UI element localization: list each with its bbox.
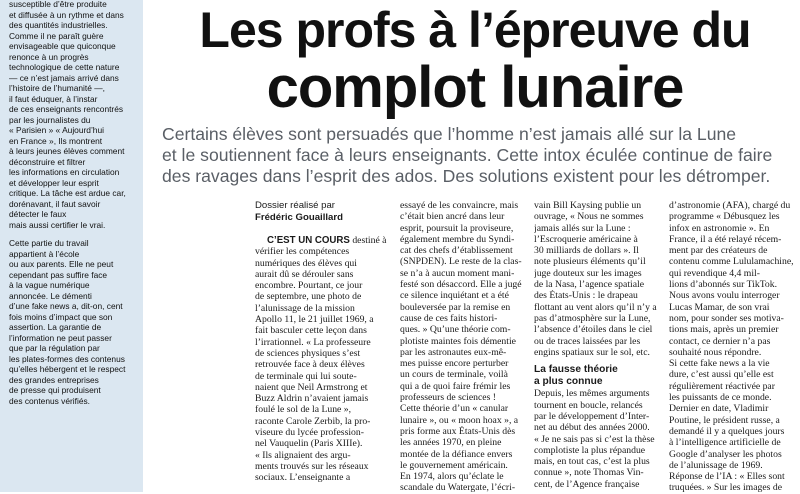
sidebar-line: dorénavant, il faut savoir: [9, 198, 101, 209]
text-line: sociaux. L’enseignante a: [255, 472, 351, 484]
text-line: aurait dû se dérouler sans: [255, 268, 354, 280]
sidebar-line: par les journalistes du: [9, 114, 91, 125]
text-line: net au début des années 2000.: [534, 422, 650, 434]
sidebar-line: à leurs jeunes élèves comment: [9, 146, 125, 156]
article-column-2: [400, 200, 528, 494]
text-line: nom, pour sonder ses motiva-: [669, 312, 784, 324]
text-line: Si cette fake news a la vie: [669, 358, 770, 370]
lede-line: des ravages dans l’esprit des ados. Des solutions existent pour les détromper.: [162, 166, 771, 186]
text-line: souhaité nous répondre.: [669, 346, 762, 358]
sidebar-line: les plates-formes des contenus: [9, 353, 125, 364]
text-line: de la Nasa, l’agence spatiale: [534, 279, 645, 291]
sidebar-line: l’information ne peut passer: [9, 332, 112, 343]
text-line: essayé de les convaincre, mais: [400, 200, 519, 211]
text-line: Cette théorie d’un « canular: [400, 403, 509, 415]
text-line: esprit, poursuit la proviseure,: [400, 222, 514, 234]
text-line: qui a de quoi faire frémir les: [400, 380, 511, 392]
text-line: France, il a été relayé récem-: [669, 233, 782, 245]
sidebar-line: — ce n’est jamais arrivé dans: [9, 72, 119, 83]
sidebar-line: il faut éduquer, à l’instar: [9, 93, 98, 104]
text-line: plotiste maintes fois démentie: [400, 335, 516, 347]
sidebar-line: l’histoire de l’humanité —,: [9, 83, 105, 93]
subhead: [534, 364, 662, 387]
text-line: dure, c’est aussi qu’elle est: [669, 369, 774, 381]
sidebar-line: en France », Ils montrent: [9, 135, 103, 146]
text-line: bouleversée par la remise en: [400, 301, 511, 313]
text-line: cent, de l’Agence française: [534, 478, 640, 490]
text-line: note plusieurs éléments qu’il: [534, 256, 646, 268]
text-line: fait basculer cette leçon dans: [255, 325, 367, 337]
sidebar-line: ou aux parents. Elle ne peut: [9, 259, 114, 269]
text-line: infox en astronomie ». En: [669, 222, 770, 234]
text-line: foulé le sol de la Lune »,: [255, 404, 352, 416]
article-lede: [162, 124, 792, 187]
text-line: En 1974, alors qu’éclate le: [400, 471, 504, 483]
text-line: les puissants de ce monde.: [669, 392, 772, 404]
sidebar-line: fois moins d’impact que son: [9, 311, 113, 322]
sidebar-line: déconstruire et filtrer: [9, 156, 86, 167]
article-column-4: [669, 200, 794, 494]
subhead-line-2: a plus connue: [534, 375, 603, 387]
text-line: Réponse de l’IA : « Elles sont: [669, 471, 785, 483]
lead-line: [255, 235, 391, 246]
article-column-3: [534, 200, 662, 490]
text-line: vérifier les compétences: [255, 246, 350, 258]
sidebar-line: renonce à un progrès: [9, 51, 89, 62]
sidebar-line: technologique de cette nature: [9, 62, 120, 72]
text-line: jamais allés sur la Lune :: [534, 222, 631, 234]
sidebar-line: critique. La tâche est ardue car,: [9, 188, 126, 198]
text-line: contenu comme Lululamachine,: [669, 256, 794, 268]
text-line: ques. » Qu’une théorie com-: [400, 324, 511, 336]
text-line: ment par des créateurs de: [669, 245, 768, 257]
text-line: truquées. » Sur les images de: [669, 482, 782, 494]
text-line: cause de ces faits histori-: [400, 312, 498, 324]
byline-author: Frédéric Gouaillard: [255, 212, 343, 223]
text-line: mes puisse encore perturber: [400, 358, 509, 370]
text-line: festé son désaccord. Elle a jugé: [400, 279, 522, 291]
text-line: pas d’atmosphère sur la Lune,: [534, 312, 651, 324]
text-line: Dernier en date, Vladimir: [669, 403, 769, 415]
text-line: complotiste la plus répandue: [534, 444, 646, 456]
text-line: demandé il y a quelques jours: [669, 425, 785, 437]
text-line: d’astronomie (AFA), chargé du: [669, 200, 791, 211]
text-line: par le développement d’Inter-: [534, 410, 650, 422]
text-line: des États-Unis : le drapeau: [534, 290, 638, 302]
sidebar-line: des quantités industrielles.: [9, 20, 108, 30]
text-line: lunaire », ou « moon hoax », a: [400, 414, 519, 426]
sidebar-line: détecter le faux: [9, 209, 67, 219]
text-line: les années 1970, en pleine: [400, 437, 502, 449]
subhead-line-1: La fausse théorie: [534, 364, 618, 376]
text-line: tournent en boucle, relancés: [534, 399, 643, 411]
headline-line-1: Les profs à l’épreuve du: [199, 2, 751, 58]
text-line: ouvrage, « Nous ne sommes: [534, 211, 644, 223]
text-line: Buzz Aldrin n’avaient jamais: [255, 393, 369, 405]
sidebar-text: [9, 0, 139, 406]
lead-in: C’EST UN COURS: [267, 235, 350, 246]
text-line: engins spatiaux sur le sol, etc.: [534, 346, 650, 358]
lede-line: et le soutiennent face à leurs enseignants. Cette intox éculée continue de faire: [162, 145, 773, 165]
lead-rest: destiné à: [349, 235, 387, 246]
text-line: numériques des élèves qui: [255, 257, 357, 269]
sidebar-line: des contenus vérifiés.: [9, 395, 91, 406]
text-line: montée de la défiance envers: [400, 448, 513, 460]
text-line: de sciences physiques s’est: [255, 347, 361, 359]
text-line: de terminale qui lui soute-: [255, 370, 357, 382]
text-line: de septembre, une photo de: [255, 291, 362, 303]
sidebar-line: assertion. La garantie de: [9, 322, 102, 332]
text-line: par les astronautes eux-mê-: [400, 346, 507, 358]
sidebar-line: à la vague numérique: [9, 280, 90, 290]
sidebar-line: que par la régulation par: [9, 343, 100, 353]
text-line: connue », note Thomas Vin-: [534, 467, 644, 479]
text-line: « Ils alignaient des argu-: [255, 449, 351, 461]
text-line: mais, en tout cas, c’est la plus: [534, 456, 650, 468]
text-line: lions d’abonnés sur TikTok.: [669, 279, 778, 291]
text-line: programme « Débusquez les: [669, 211, 780, 223]
sidebar-line: qu’elles hébergent et le respect: [9, 364, 126, 374]
sidebar-line: Comme il ne paraît guère: [9, 30, 104, 41]
text-line: l’Escroquerie américaine à: [534, 233, 638, 245]
article-column-1: [255, 200, 391, 484]
text-line: se n’a à aucun moment mani-: [400, 267, 515, 279]
text-line: l’irrationnel. « La professeure: [255, 336, 371, 348]
text-line: à l’intelligence artificielle de: [669, 437, 781, 449]
sidebar-line: susceptible d’être produite: [9, 0, 107, 9]
text-line: ou de traces laissées par les: [534, 335, 641, 347]
sidebar-line: envisageable que quiconque: [9, 41, 116, 51]
text-line: de l’alunissage de 1969.: [669, 459, 763, 471]
text-line: un cours de terminale, voilà: [400, 369, 508, 381]
text-line: cat des chefs d’établissement: [400, 245, 513, 257]
sidebar-line: de ces enseignants rencontrés: [9, 104, 124, 114]
text-line: pris forme aux États-Unis dès: [400, 425, 516, 437]
text-line: Nous avons voulu interroger: [669, 290, 780, 302]
sidebar-line: et diffusée à un rythme et dans: [9, 9, 124, 20]
sidebar-line: mais aussi certifier le vrai.: [9, 219, 106, 230]
text-line: « Je ne sais pas si c’est la thèse: [534, 433, 655, 445]
sidebar-line: « Parisien » « Aujourd’hui: [9, 125, 104, 135]
sidebar-line: d’une fake news a, dit-on, cent: [9, 301, 123, 311]
sidebar-line: les informations en circulation: [9, 167, 120, 177]
lede-line: Certains élèves sont persuadés que l’homme n’est jamais allé sur la Lune: [162, 124, 737, 144]
text-line: l’alunissage de la mission: [255, 302, 355, 314]
text-line: également membre du Syndi-: [400, 233, 515, 245]
text-line: encombre. Pourtant, ce jour: [255, 280, 363, 292]
sidebar-line: appartient à l’école: [9, 248, 80, 259]
sidebar-line: et développer leur esprit: [9, 177, 99, 188]
text-line: tions mais, après un premier: [669, 324, 779, 336]
text-line: c’était bien ancré dans leur: [400, 211, 505, 223]
text-line: ce silence inquiétant et a été: [400, 290, 509, 302]
headline-line-2: complot lunaire: [266, 55, 684, 120]
text-line: raconte Carole Zerbib, la pro-: [255, 415, 371, 427]
text-line: nel Vauquelin (Paris XIIIe).: [255, 438, 363, 450]
text-line: 30 milliards de dollars ». Il: [534, 245, 639, 257]
text-line: viseure du lycée profession-: [255, 427, 364, 439]
text-line: Apollo 11, le 21 juillet 1969, a: [255, 314, 374, 326]
sidebar-line: cependant pas suffire face: [9, 269, 108, 280]
text-line: scandale du Watergate, l’écri-: [400, 482, 516, 494]
text-line: ments trouvés sur les réseaux: [255, 460, 369, 472]
sidebar-editorial: [0, 0, 143, 492]
text-line: (SNPDEN). Le reste de la clas-: [400, 256, 522, 268]
text-line: l’absence d’étoiles dans le ciel: [534, 324, 653, 336]
text-line: naient que Neil Armstrong et: [255, 381, 368, 393]
sidebar-line: de presse qui produisent: [9, 385, 101, 395]
sidebar-line: des grandes entreprises: [9, 374, 99, 385]
text-line: Lucas Mamar, de son vrai: [669, 301, 770, 313]
text-line: professeurs de sciences !: [400, 392, 497, 404]
byline-label: Dossier réalisé par: [255, 200, 335, 211]
text-line: vain Bill Kaysing publie un: [534, 200, 642, 211]
text-line: le gouvernement américain.: [400, 459, 508, 471]
text-line: juge douteux sur les images: [534, 267, 642, 279]
text-line: retrouvée face à deux élèves: [255, 359, 365, 371]
text-line: qui revendique 4,4 mil-: [669, 267, 760, 279]
text-line: contact, ce dernier n’a pas: [669, 335, 771, 347]
text-line: régulièrement réactivée par: [669, 380, 775, 392]
text-line: Google d’analyser les photos: [669, 448, 782, 460]
text-line: Depuis, les mêmes arguments: [534, 388, 650, 400]
text-line: flottant au vent alors qu’il n’y a: [534, 301, 657, 313]
sidebar-line: annoncée. Le démenti: [9, 290, 92, 301]
text-line: Poutine, le président russe, a: [669, 414, 780, 426]
sidebar-line: Cette partie du travail: [9, 238, 89, 248]
